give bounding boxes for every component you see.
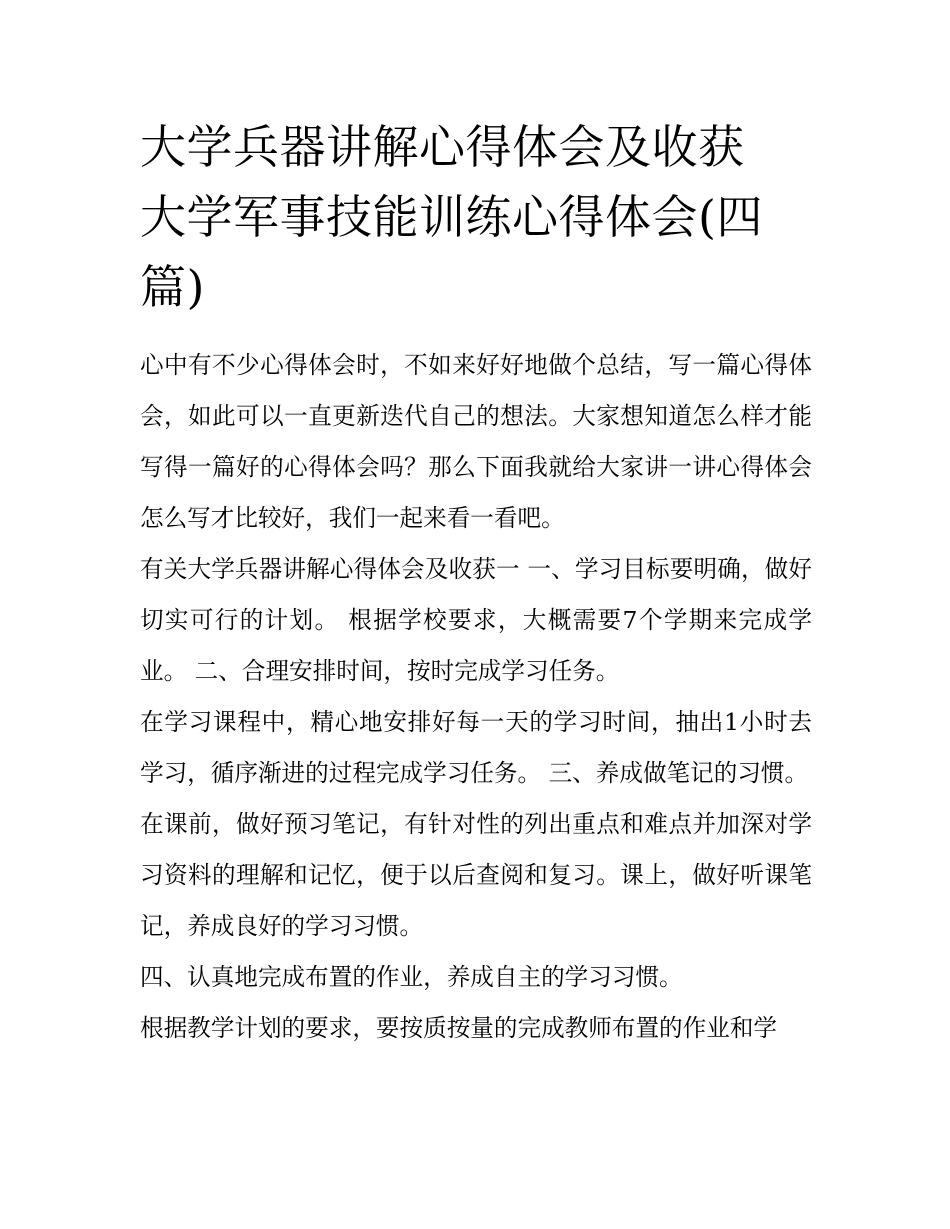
paragraph-homework: 根据教学计划的要求，要按质按量的完成教师布置的作业和学: [140, 1014, 778, 1042]
document-content: [140, 112, 812, 1054]
title-line-1: 大学兵器讲解心得体会及收获: [140, 120, 745, 174]
paragraph-intro: 心中有不少心得体会时，不如来好好地做个总结，写一篇心得体会，如此可以一直更新迭代自己的想法。大家想知道怎么样才能写得一篇好的心得体会吗？那么下面我就给大家讲一讲心得体会怎么写才比较好，我们一起来看一看吧。: [140, 351, 812, 532]
paragraph-note-taking: 在课前，做好预习笔记，有针对性的列出重点和难点并加深对学习资料的理解和记忆，便于以后查阅和复习。课上，做好听课笔记，养成良好的学习习惯。: [140, 810, 812, 940]
title-line-2: 大学军事技能训练心得体会(四: [140, 190, 763, 244]
page-title: [140, 112, 812, 322]
paragraph-homework-heading: 四、认真地完成布置的作业，养成自主的学习习惯。: [140, 963, 683, 991]
title-line-3: 篇): [140, 260, 205, 314]
paragraph-time-planning: 在学习课程中，精心地安排好每一天的学习时间，抽出1小时去学习，循序渐进的过程完成学习任务。 三、养成做笔记的习惯。: [140, 708, 812, 787]
paragraph-learning-goals: 有关大学兵器讲解心得体会及收获一 一、学习目标要明确，做好切实可行的计划。 根据学校要求，大概需要7个学期来完成学业。 二、合理安排时间，按时完成学习任务。: [140, 555, 812, 685]
